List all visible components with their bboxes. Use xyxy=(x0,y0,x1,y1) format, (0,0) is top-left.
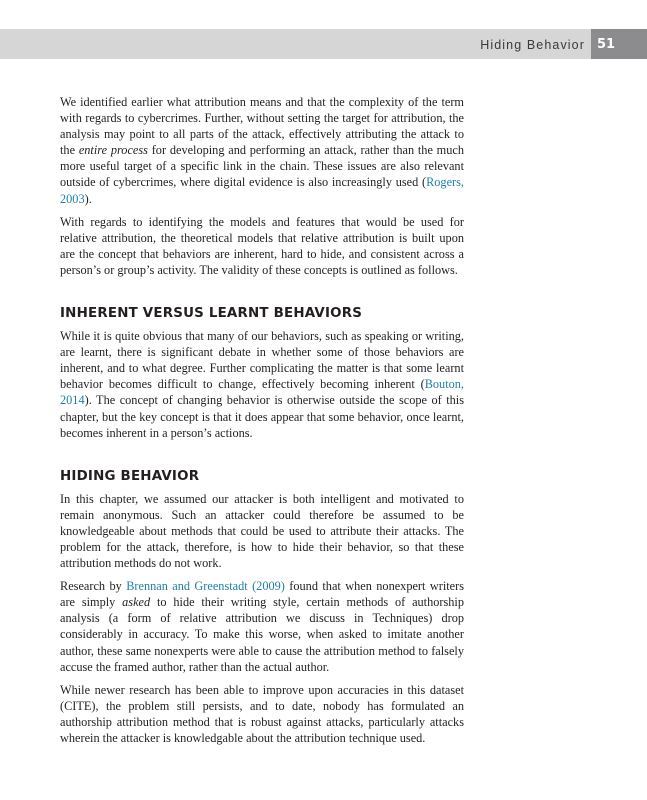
running-header-title: Hiding Behavior xyxy=(480,38,585,52)
citation-link-rogers[interactable]: Rogers, 2003 xyxy=(60,175,464,206)
paragraph-inherent-behaviors: While it is quite obvious that many of our behaviors, such as speaking or writing, are learnt, there is significant debate in whether some of those behaviors are inherent, and to what degree. Further complicating the matter is that some learnt behavior becomes difficult to change, effectively becoming inherent (Bouton, 2014). The concept of changing behavior is otherwise outside the scope of this chapter, but the key concept is that it does appear that some behavior, once learnt, becomes inherent in a person’s actions. xyxy=(60,329,464,440)
paragraph-hiding-intro: In this chapter, we assumed our attacker is both intelligent and motivated to remain anonymous. Such an attacker could therefore be assumed to be knowledgeable about methods that could be used to attribute their attacks. The problem for the attack, therefore, is how to hide their behavior, so that these attribution methods do not work. xyxy=(60,491,464,571)
citation-link-bouton[interactable]: Bouton, 2014 xyxy=(60,377,464,408)
page-body xyxy=(60,94,464,753)
section-heading-inherent-behaviors: INHERENT VERSUS LEARNT BEHAVIORS xyxy=(60,306,363,322)
running-header xyxy=(0,29,647,59)
citation-link-brennan[interactable]: Brennan and Greenstadt (2009) xyxy=(126,579,285,594)
section-heading-hiding-behavior: HIDING BEHAVIOR xyxy=(60,468,200,484)
paragraph-attribution-intro: We identified earlier what attribution means and that the complexity of the term with regards to cybercrimes. Further, without setting the target for attribution, the analysis may point to all parts of the attack, effectively attributing the attack to the entire process for developing and performing an attack, rather than the much more useful target of a specific link in the chain. These issues are also relevant outside of cybercrimes, where digital evidence is also increasingly used (Rogers, 2003). xyxy=(60,95,464,206)
page-number: 51 xyxy=(591,29,647,59)
paragraph-brennan-research: Research by Brennan and Greenstadt (2009) found that when nonexpert writers are simply asked to hide their writing style, certain methods of authorship analysis (a form of relative attribution we discuss in Techniques) drop considerably in accuracy. To make this worse, when asked to imitate another author, these same nonexperts were able to cause the attribution method to falsely accuse the framed author, rather than the actual author. xyxy=(60,579,464,674)
paragraph-newer-research: While newer research has been able to improve upon accuracies in this dataset (CITE), the problem still persists, and to date, nobody has formulated an authorship attribution method that is robust against attacks, particularly attacks wherein the attacker is knowledgable about the attribution technique used. xyxy=(60,682,464,745)
paragraph-relative-attribution: With regards to identifying the models and features that would be used for relative attribution, the theoretical models that relative attribution is built upon are the concept that behaviors are inherent, hard to hide, and consistent across a person’s or group’s activity. The validity of these concepts is outlined as follows. xyxy=(60,214,464,277)
